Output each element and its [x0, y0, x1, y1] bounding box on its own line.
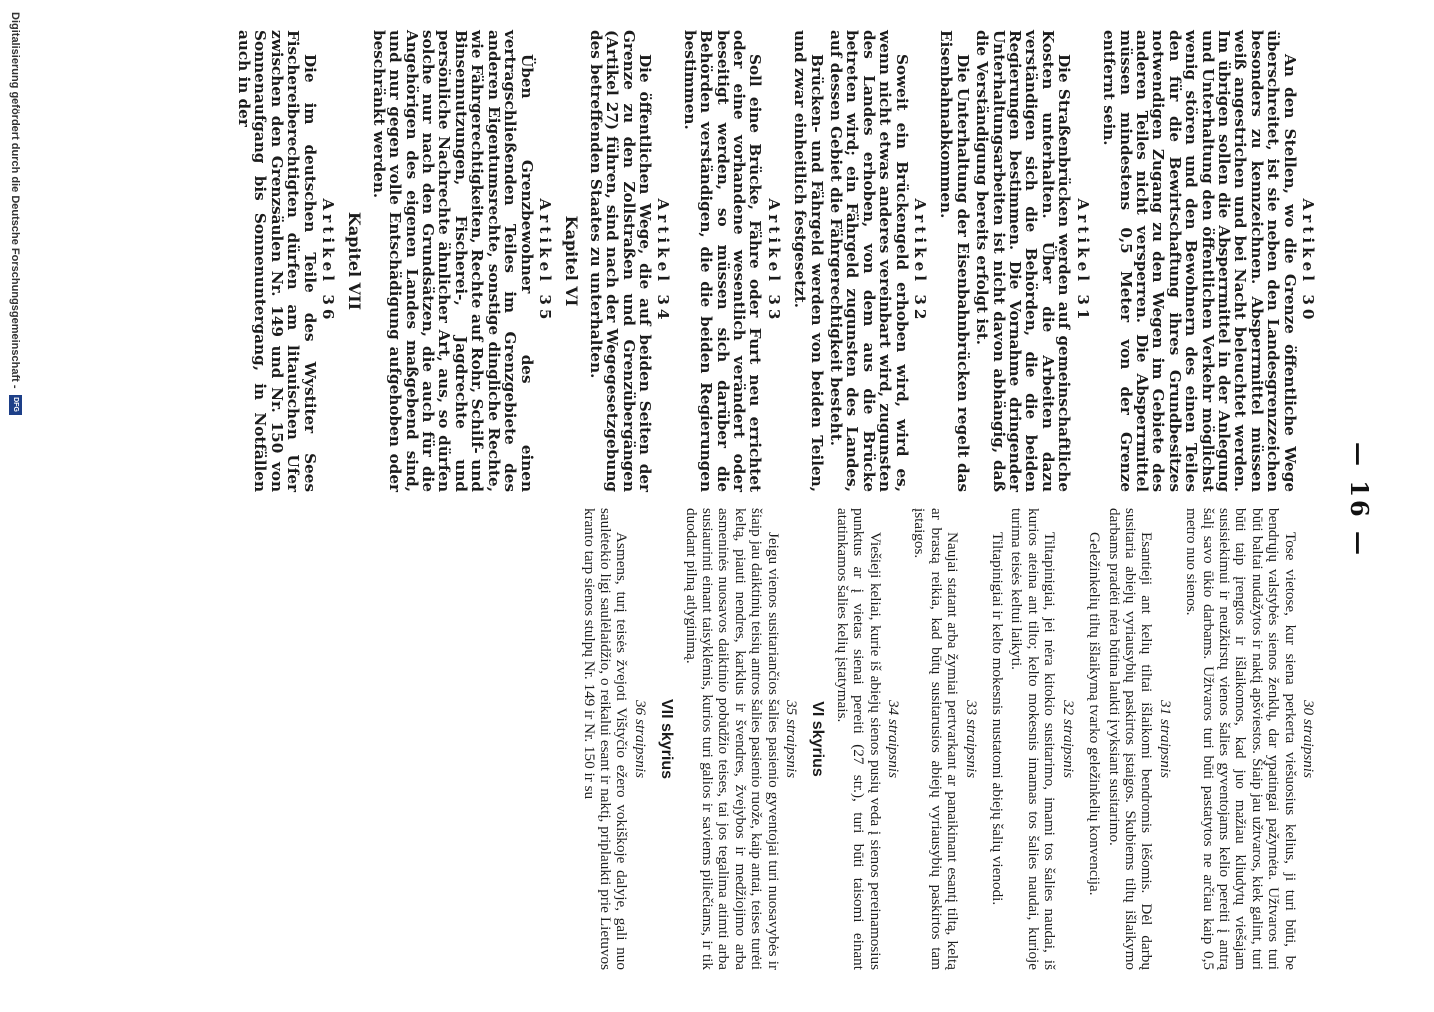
page-number: — 16 —	[1345, 441, 1374, 559]
article-heading: Artikel 32	[911, 198, 930, 324]
article-heading: 30 straipsnis	[1300, 699, 1317, 779]
article-paragraph: Die Straßenbrücken werden auf gemeinschaftliche Kosten unterhalten. Über die Arbeiten dazu verständigen sich die Behörden, die die beiden Regierungen bestimmen. Die Vornahme dringender Unterhaltungsarbeiten ist nicht davon abhängig, daß die Verständigung bereits erfolgt ist.	[973, 30, 1074, 492]
article-paragraph: Geležinkelių tiltų išlaikymą tvarko geležinkelių konvencija.	[1086, 532, 1104, 896]
chapter-heading: VI skyrius	[809, 701, 827, 777]
article-paragraph: Esantieji ant kelių tiltai išlaikomi bendromis lėšomis. Dėl darbų susitaria abiejų vyriausybių paskirtos įstaigos. Skubiems tiltų išlaikymo darbams pradėti nėra būtina laukti įvyksiant susitarimo.	[1105, 508, 1156, 970]
article-paragraph: Brücken- und Fährgeld werden von beiden Teilen, und zwar einheitlich festgesetzt.	[791, 30, 826, 492]
chapter-heading: Kapitel VI	[562, 215, 582, 307]
article-heading: 33 straipsnis	[962, 699, 980, 779]
digitization-credit-text: Digitalisierung gefördert durch die Deutsche Forschungsgemeinschaft -	[9, 12, 22, 389]
article-paragraph: Soll eine Brücke, Fähre oder Furt neu errichtet oder eine vorhandene wesentlich verändert oder beseitigt werden, so müssen sich darüber die Behörden verständigen, die die beiden Regierungen bestimmen.	[680, 30, 765, 492]
article-paragraph: Tose vietose, kur siena perkerta viešuosius kelius, ji turi būti, be bendrųjų valstybės sienos ženklų, dar ypatingai pažymėta. Užtvaros turi būti baltai nudažytos ir naktį apšviestos. Šiaip jau užtvaros, kiek galint, turi būti taip įrengtos ir išlaikomos, kad juo mažiau kliudytų viešajam susisiekimui ir neužkirstų vienos šalies gyventojams kelio pereiti į antrą šalį savo ūkio darbams. Užtvaros turi būti pastatytos ne arčiau kaip 0,5 metro nuo sienos.	[1183, 508, 1299, 970]
article-heading: Artikel 36	[319, 198, 338, 324]
article-paragraph: An den Stellen, wo die Grenze öffentliche Wege überschreitet, ist sie neben den Landesgrenzzeichen besonders zu kennzeichnen. Absperrmittel müssen weiß angestrichen und bei Nacht beleuchtet werden. Im übrigen sollen die Absperrmittel in der Anlegung und Unterhaltung den öffentlichen Verkehr möglichst wenig stören und den Bewohnern des einen Teiles den für die Bewirtschaftung ihres Grundbesitzes notwendigen Zugang zu den Wegen im Gebiete des anderen Teiles nicht versperren. Die Absperrmittel müssen mindestens 0,5 Meter von der Grenze entfernt sein.	[1100, 30, 1299, 492]
article-heading: 35 straipsnis	[783, 699, 801, 779]
article-paragraph: Die öffentlichen Wege, die auf beiden Seiten der Grenze zu den Zollstraßen und Grenzübergängen (Artikel 27) führen, sind nach der Wegegesetzgebung des betreffenden Staates zu unterhalten.	[586, 30, 654, 492]
article-paragraph: Viešieji keliai, kurie iš abiejų sienos pusių veda į sienos pereinamosius punktus ar į vietas sienai pereiti (27 str.), turi būti taisomi einant atatinkamos šalies kelių įstatymais.	[833, 508, 884, 970]
chapter-heading: VII skyrius	[658, 698, 676, 780]
dfg-logo: DFG	[9, 395, 22, 415]
digitization-credit	[9, 0, 22, 1012]
article-heading: 31 straipsnis	[1156, 699, 1174, 779]
article-paragraph: Naujai statant arba žymiai pertvarkant ar panaikinant esantį tiltą, keltą ar brastą reikia, kad būtų susitarusios abiejų vyriausybių paskirtos tam įstaigos.	[911, 508, 962, 970]
german-column	[233, 30, 1326, 492]
chapter-heading: Kapitel VII	[345, 211, 365, 311]
article-heading: 34 straipsnis	[885, 699, 903, 779]
article-paragraph: Üben Grenzbewohner des einen vertragschließenden Teiles im Grenzgebiete des anderen Eigentumsrechte, sonstige dingliche Rechte, wie Fährgerechtigkeiten, Rechte auf Rohr, Schilf- und Binsennutzungen, Fischerei-, Jagdrechte und persönliche Nachrechte ähnlicher Art, aus, so dürfen solche nur nach den Grundsätzen, die auch für die Angehörigen des eigenen Landes maßgebend sind, und nur gegen volle Entschädigung aufgehoben oder beschränkt werden.	[369, 30, 536, 492]
article-heading: Artikel 31	[1073, 198, 1092, 324]
article-paragraph: Jeigu vienos susitariančios šalies pasienio gyventojai turi nuosavybės ir šiaip jau daiktinių teisių antros šalies pasienio ruože, kaip antai, teises turėti keltą, piauti nendres, karklus ir švendres, žvejybos ir medžiojimo arba asmeninės nuosavos daiktinio pobūdžio teises, tai jos tegalima atimti arba susiaurinti einant taisyklėmis, kurios turi galios ir saviems piliečiams, ir tik duodant pilną atlyginimą.	[682, 508, 782, 970]
article-heading: 36 straipsnis	[631, 699, 649, 779]
article-paragraph: Tiltapinigiai, jei nėra kitokio susitarimo, imami tos šalies naudai, iš kurios ateina ant tilto; kelto mokesnis imamas tos šalies naudai, kurioje turima teisės keltui laikyti.	[1008, 508, 1059, 970]
article-paragraph: Soweit ein Brückengeld erhoben wird, wird es, wenn nicht etwas anderes vereinbart wird, zugunsten des Landes erhoben, von dem aus die Brücke betreten wird; ein Fährgeld zugunsten des Landes, auf dessen Gebiet die Fährgerechtigkeit besteht.	[827, 30, 911, 492]
article-heading: Artikel 33	[764, 198, 783, 324]
article-paragraph: Die Unterhaltung der Eisenbahnbrücken regelt das Eisenbahnabkommen.	[937, 30, 972, 492]
article-heading: 32 straipsnis	[1059, 699, 1077, 779]
article-heading: Artikel 34	[654, 198, 673, 324]
article-paragraph: Die im deutschen Teile des Wystiter Sees Fischereiberechtigten dürfen am litauischen Ufer zwischen den Grenzsäulen Nr. 149 und Nr. 150 von Sonnenaufgang bis Sonnenuntergang, in Notfällen auch in der	[235, 30, 319, 492]
article-heading: Artikel 35	[535, 198, 554, 324]
article-paragraph: Tiltapinigiai ir kelto mokesnis nustatomi abiejų šalių vienodi.	[989, 532, 1007, 906]
article-paragraph: Asmens, turį teisės žvejoti Vištyčio ežero vokiškoje dalyje, gali nuo saulėtekio ligi saulėlaidžio, o reikalui esant ir naktį, priplaukti prie Lietuvos kranto tarp sienos stulpų Nr. 149 ir Nr. 150 ir su	[580, 508, 631, 970]
article-heading: Artikel 30	[1299, 198, 1317, 324]
lithuanian-column	[577, 508, 1326, 970]
